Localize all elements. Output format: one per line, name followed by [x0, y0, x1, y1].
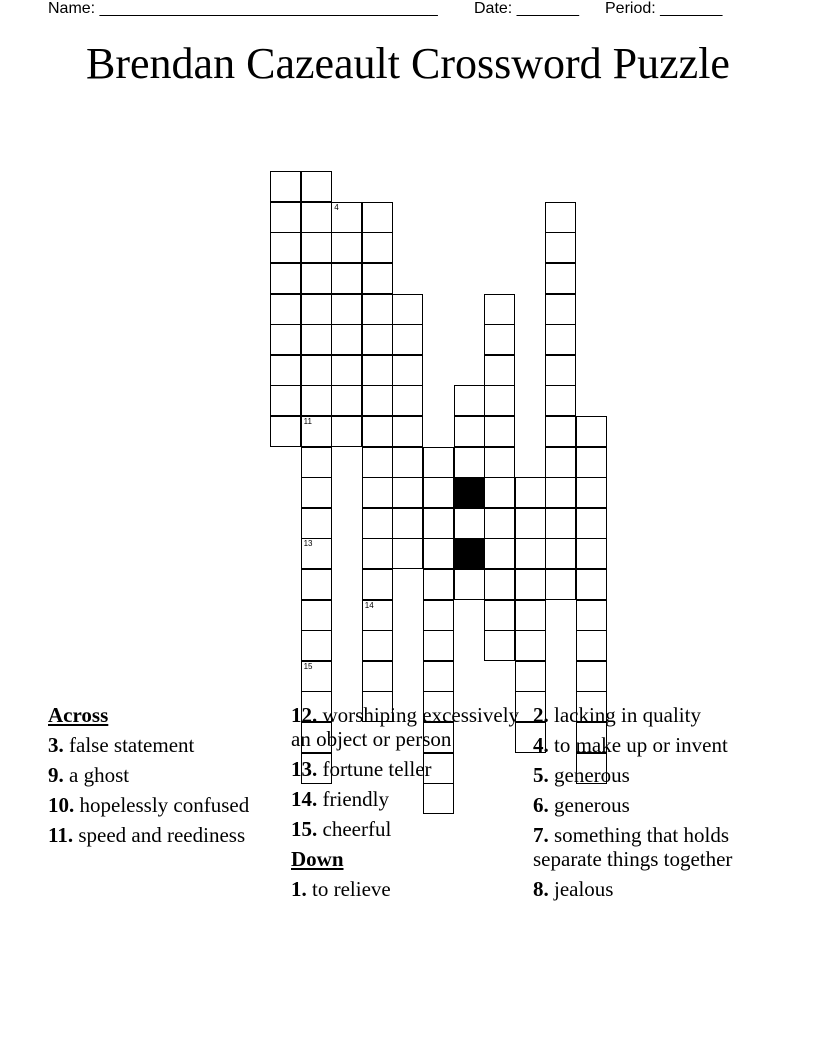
grid-cell[interactable]: [484, 630, 515, 661]
clue-text: false statement: [63, 733, 195, 757]
clue-number: 11.: [48, 823, 74, 847]
grid-cell[interactable]: [301, 508, 332, 539]
grid-cell[interactable]: [423, 508, 454, 539]
clue-text: to relieve: [306, 877, 391, 901]
grid-cell[interactable]: [362, 232, 393, 263]
grid-cell[interactable]: [362, 538, 393, 569]
grid-cell[interactable]: [484, 447, 515, 478]
grid-cell[interactable]: [545, 508, 576, 539]
grid-cell[interactable]: [270, 416, 301, 447]
clue-text: generous: [548, 763, 630, 787]
clue-column-2: [291, 703, 521, 907]
grid-cell[interactable]: [392, 538, 423, 569]
clue-item: [533, 823, 763, 871]
grid-cell[interactable]: [484, 385, 515, 416]
grid-cell[interactable]: [423, 569, 454, 600]
clue-number-label: 11: [303, 417, 312, 426]
grid-cell[interactable]: [362, 385, 393, 416]
grid-cell[interactable]: [301, 385, 332, 416]
grid-cell[interactable]: [576, 630, 607, 661]
clue-text: jealous: [548, 877, 614, 901]
grid-cell[interactable]: [515, 477, 546, 508]
grid-cell[interactable]: [362, 630, 393, 661]
clue-item: [48, 793, 278, 817]
grid-cell[interactable]: [423, 661, 454, 692]
clue-number: 8.: [533, 877, 549, 901]
grid-cell[interactable]: [423, 630, 454, 661]
grid-cell[interactable]: [270, 171, 301, 202]
grid-cell[interactable]: [270, 324, 301, 355]
grid-cell[interactable]: [454, 416, 485, 447]
grid-cell[interactable]: [301, 630, 332, 661]
grid-cell[interactable]: [301, 447, 332, 478]
grid-cell[interactable]: [362, 477, 393, 508]
grid-cell[interactable]: [576, 447, 607, 478]
grid-cell[interactable]: [362, 263, 393, 294]
grid-cell[interactable]: [392, 385, 423, 416]
grid-cell[interactable]: [362, 294, 393, 325]
grid-cell[interactable]: [576, 416, 607, 447]
grid-cell[interactable]: [545, 355, 576, 386]
clue-item: [533, 793, 763, 817]
clue-text: friendly: [317, 787, 389, 811]
grid-cell[interactable]: [576, 600, 607, 631]
grid-cell[interactable]: [545, 294, 576, 325]
clue-number: 1.: [291, 877, 307, 901]
clue-text: lacking in quality: [548, 703, 701, 727]
grid-cell[interactable]: [331, 202, 362, 233]
grid-cell[interactable]: [515, 569, 546, 600]
grid-cell[interactable]: [331, 324, 362, 355]
grid-cell[interactable]: [270, 385, 301, 416]
grid-cell[interactable]: [484, 508, 515, 539]
grid-cell[interactable]: [454, 447, 485, 478]
grid-cell[interactable]: [515, 538, 546, 569]
clue-column-3: [533, 703, 763, 907]
clue-item: [291, 757, 521, 781]
grid-cell[interactable]: [331, 416, 362, 447]
clue-text: to make up or invent: [548, 733, 728, 757]
grid-cell[interactable]: [331, 385, 362, 416]
grid-cell[interactable]: [301, 416, 332, 447]
grid-block: [454, 538, 485, 569]
clue-item: [48, 733, 278, 757]
clue-text: something that holds separate things together: [533, 823, 733, 871]
grid-cell[interactable]: [484, 600, 515, 631]
grid-cell[interactable]: [301, 263, 332, 294]
grid-cell[interactable]: [362, 569, 393, 600]
grid-cell[interactable]: [484, 416, 515, 447]
grid-cell[interactable]: [545, 538, 576, 569]
grid-cell[interactable]: [301, 324, 332, 355]
grid-cell[interactable]: [515, 508, 546, 539]
clue-number: 12.: [291, 703, 318, 727]
clue-number-label: 15: [303, 661, 313, 671]
clue-number: 4.: [533, 733, 549, 757]
grid-cell[interactable]: [392, 508, 423, 539]
grid-cell[interactable]: [576, 538, 607, 569]
grid-cell[interactable]: [423, 538, 454, 569]
grid-cell[interactable]: [454, 569, 485, 600]
clue-number: 13.: [291, 757, 318, 781]
clue-item: [48, 763, 278, 787]
grid-cell[interactable]: [362, 600, 393, 631]
grid-cell[interactable]: [392, 324, 423, 355]
clue-number: 6.: [533, 793, 549, 817]
grid-cell[interactable]: [545, 232, 576, 263]
clue-number-label: 13: [303, 539, 313, 549]
grid-block: [454, 477, 485, 508]
grid-cell[interactable]: [301, 600, 332, 631]
grid-cell[interactable]: [545, 569, 576, 600]
grid-cell[interactable]: [270, 202, 301, 233]
grid-cell[interactable]: [423, 447, 454, 478]
grid-cell[interactable]: [362, 508, 393, 539]
grid-cell[interactable]: [484, 477, 515, 508]
grid-cell[interactable]: [362, 416, 393, 447]
grid-cell[interactable]: [301, 232, 332, 263]
grid-cell[interactable]: [270, 294, 301, 325]
clue-item: [533, 877, 763, 901]
clue-number: 7.: [533, 823, 549, 847]
clue-item: [291, 877, 521, 901]
clue-text: a ghost: [63, 763, 130, 787]
grid-cell[interactable]: [270, 263, 301, 294]
clue-item: [533, 763, 763, 787]
clue-item: [533, 733, 763, 757]
grid-cell[interactable]: [392, 477, 423, 508]
clue-item: [291, 703, 521, 751]
grid-cell[interactable]: [576, 661, 607, 692]
grid-cell[interactable]: [362, 661, 393, 692]
clue-section-heading-across: Across: [48, 703, 109, 727]
grid-cell[interactable]: [484, 569, 515, 600]
grid-cell[interactable]: [301, 294, 332, 325]
grid-cell[interactable]: [515, 630, 546, 661]
period-field-label[interactable]: Period: _______: [605, 0, 723, 17]
clue-number: 15.: [291, 817, 318, 841]
grid-cell[interactable]: [545, 324, 576, 355]
grid-cell[interactable]: [423, 477, 454, 508]
clue-item: [48, 823, 278, 847]
grid-cell[interactable]: [362, 324, 393, 355]
grid-cell[interactable]: [576, 508, 607, 539]
clue-number: 3.: [48, 733, 64, 757]
name-field-label[interactable]: Name: ______________________________________: [48, 0, 438, 17]
grid-cell[interactable]: [484, 324, 515, 355]
grid-cell[interactable]: [576, 569, 607, 600]
clue-text: hopelessly confused: [74, 793, 250, 817]
grid-cell[interactable]: [331, 232, 362, 263]
clue-item: [533, 703, 763, 727]
grid-cell[interactable]: [484, 294, 515, 325]
clue-number: 2.: [533, 703, 549, 727]
grid-cell[interactable]: [301, 202, 332, 233]
grid-cell[interactable]: [270, 232, 301, 263]
grid-cell[interactable]: [301, 538, 332, 569]
grid-cell[interactable]: [362, 202, 393, 233]
grid-cell[interactable]: [331, 263, 362, 294]
clue-text: worshiping excessively an object or person: [291, 703, 520, 751]
grid-cell[interactable]: [392, 447, 423, 478]
clue-item: [291, 817, 521, 841]
clue-text: generous: [548, 793, 630, 817]
grid-cell[interactable]: [392, 355, 423, 386]
grid-cell[interactable]: [301, 171, 332, 202]
grid-cell[interactable]: [301, 355, 332, 386]
clue-text: speed and reediness: [73, 823, 246, 847]
grid-cell[interactable]: [301, 661, 332, 692]
clue-item: [291, 787, 521, 811]
clue-number: 10.: [48, 793, 75, 817]
grid-cell[interactable]: [545, 202, 576, 233]
grid-cell[interactable]: [515, 661, 546, 692]
grid-cell[interactable]: [545, 385, 576, 416]
grid-cell[interactable]: [576, 477, 607, 508]
clue-number: 9.: [48, 763, 64, 787]
grid-cell[interactable]: [331, 294, 362, 325]
grid-cell[interactable]: [301, 477, 332, 508]
grid-cell[interactable]: [331, 355, 362, 386]
grid-cell[interactable]: [484, 355, 515, 386]
clue-number: 14.: [291, 787, 318, 811]
grid-cell[interactable]: [301, 569, 332, 600]
grid-cell[interactable]: [362, 355, 393, 386]
grid-cell[interactable]: [423, 600, 454, 631]
grid-cell[interactable]: [545, 416, 576, 447]
clue-number: 5.: [533, 763, 549, 787]
clue-number-label: 14: [364, 600, 374, 610]
clue-column-1: [48, 703, 278, 853]
grid-cell[interactable]: [454, 385, 485, 416]
date-field-label[interactable]: Date: _______: [474, 0, 579, 17]
clue-text: cheerful: [317, 817, 392, 841]
clue-section-heading-down: Down: [291, 847, 344, 871]
grid-cell[interactable]: [515, 600, 546, 631]
grid-cell[interactable]: [362, 447, 393, 478]
grid-cell[interactable]: [545, 263, 576, 294]
clue-number-label: 4: [334, 202, 339, 212]
grid-cell[interactable]: [484, 538, 515, 569]
puzzle-title: Brendan Cazeault Crossword Puzzle: [86, 39, 730, 88]
clue-text: fortune teller: [317, 757, 432, 781]
grid-cell[interactable]: [270, 355, 301, 386]
grid-cell[interactable]: [545, 447, 576, 478]
grid-cell[interactable]: [454, 508, 485, 539]
grid-cell[interactable]: [545, 477, 576, 508]
grid-cell[interactable]: [392, 294, 423, 325]
grid-cell[interactable]: [392, 416, 423, 447]
